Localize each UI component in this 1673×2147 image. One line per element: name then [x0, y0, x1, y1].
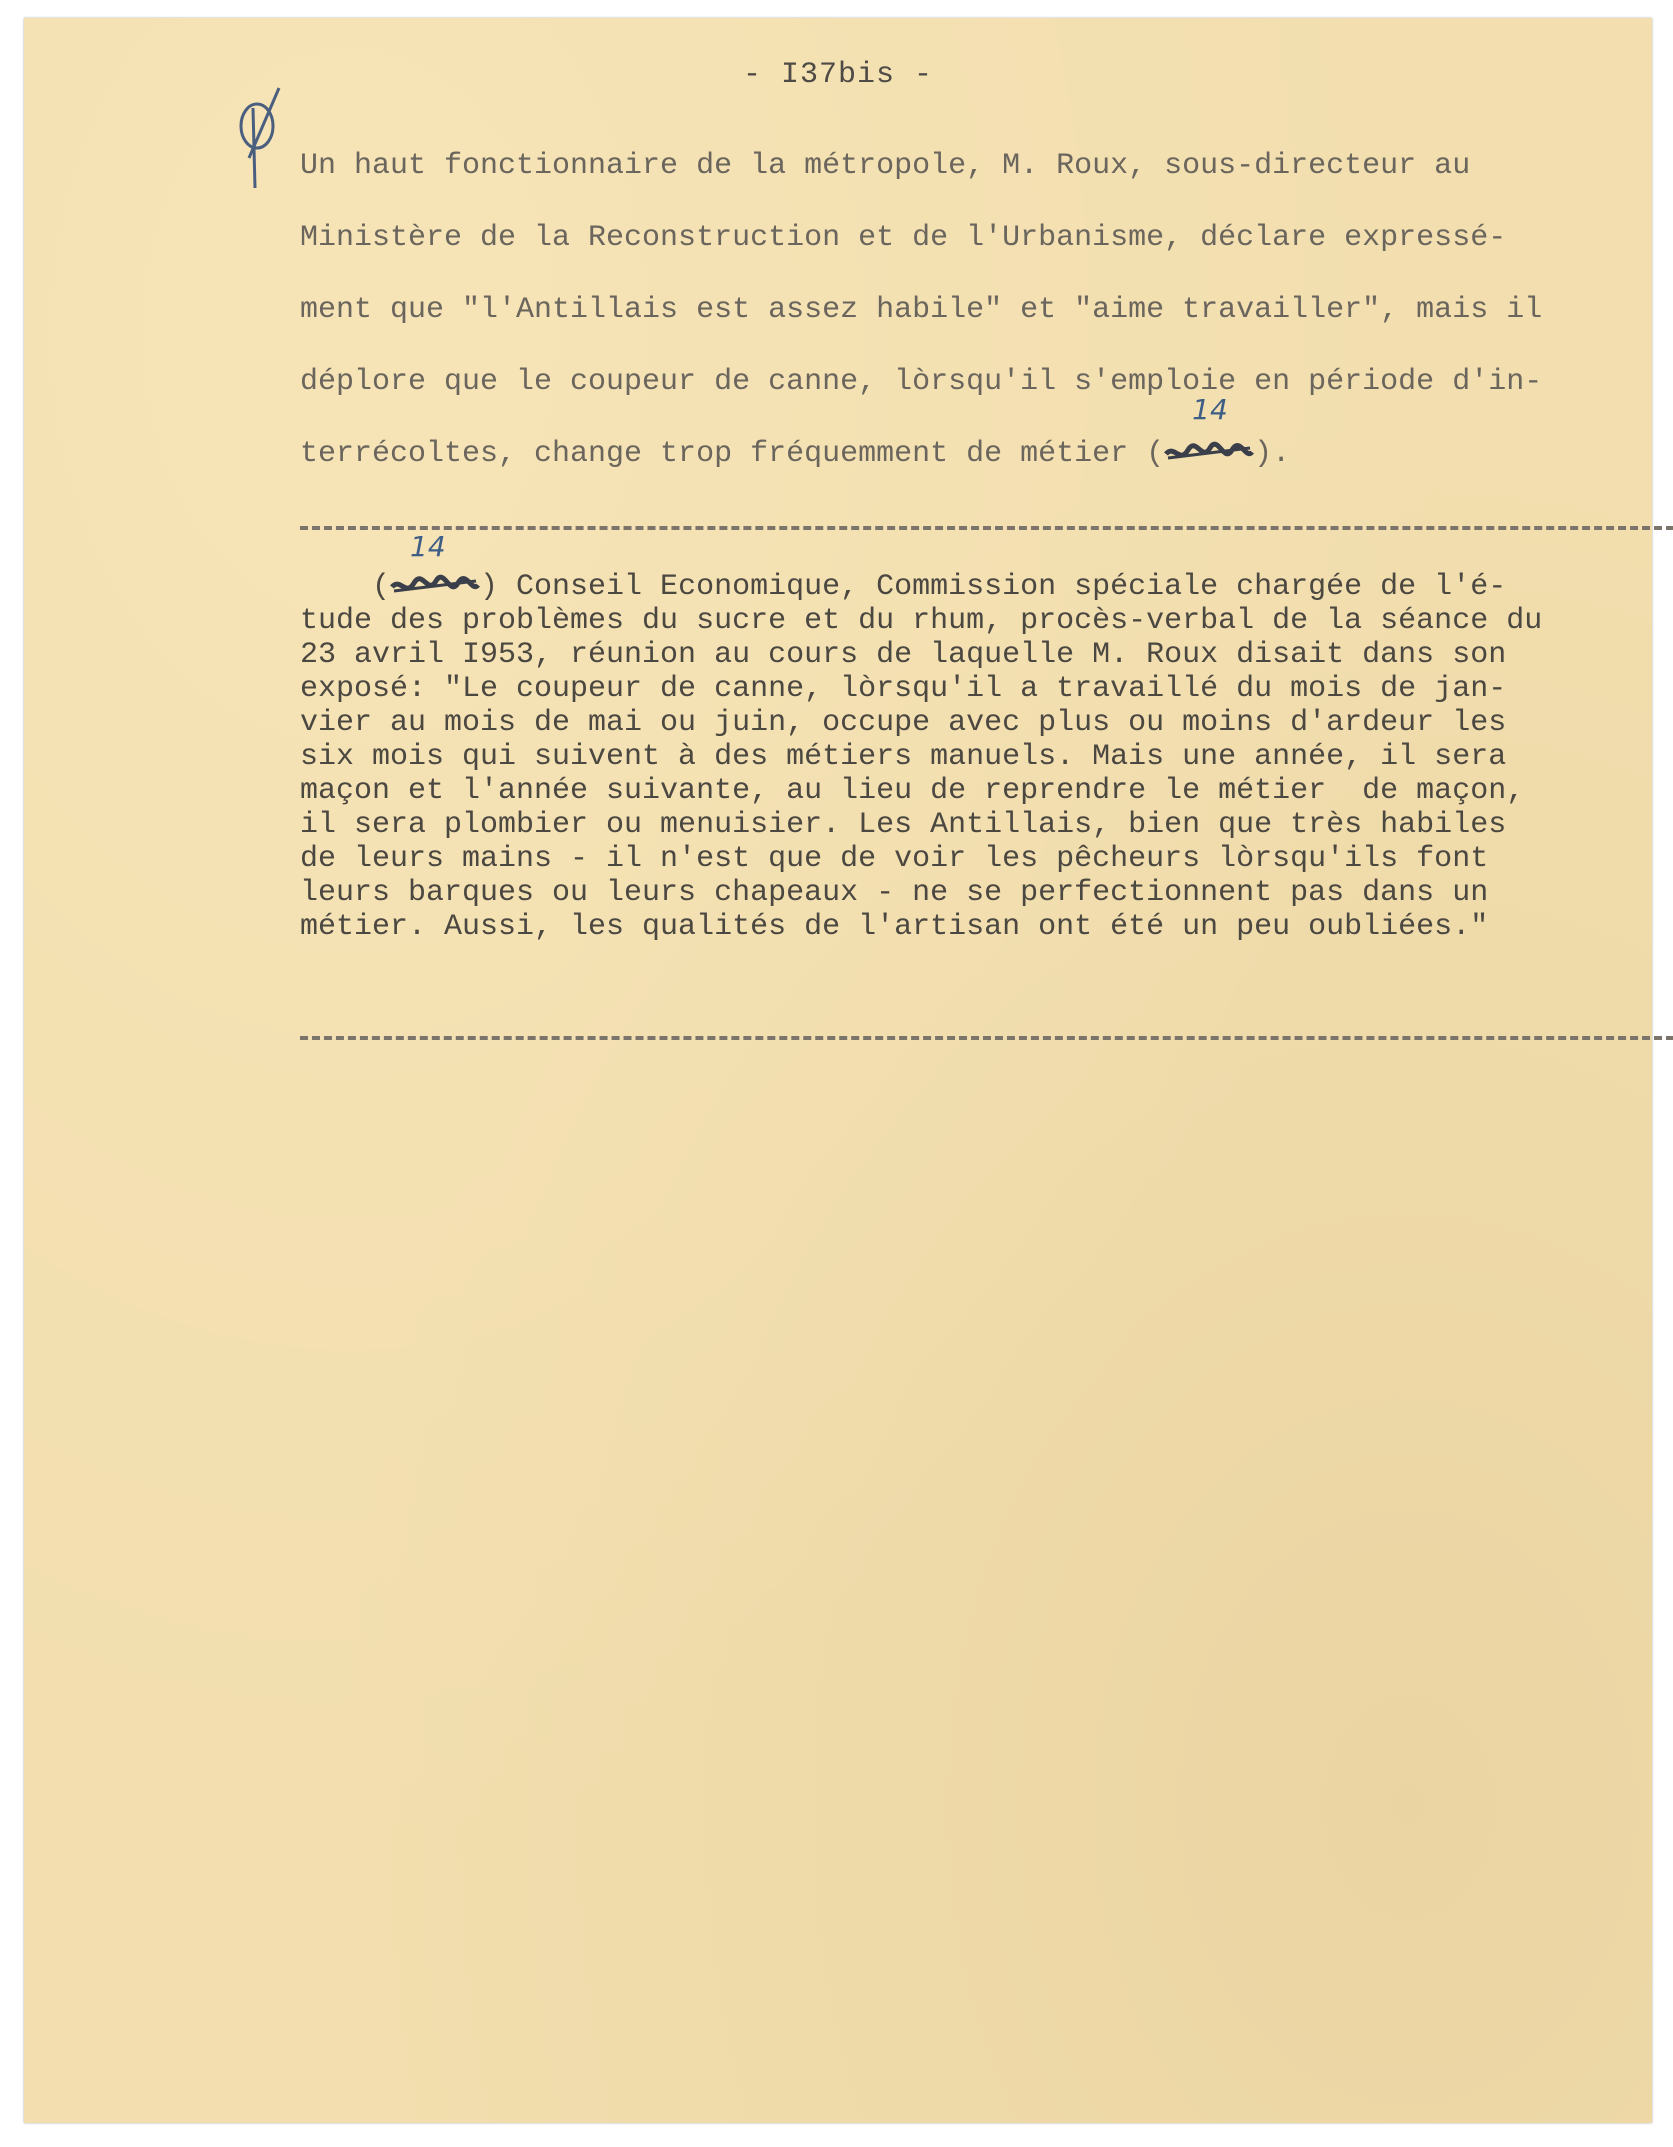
body-line: Ministère de la Reconstruction et de l'Urbanisme, déclare expressé-	[300, 221, 1507, 255]
footnote-line: métier. Aussi, les qualités de l'artisan ont été un peu oubliées."	[300, 910, 1489, 944]
footnote-reference	[1164, 393, 1254, 490]
footnote-divider-top	[300, 526, 1673, 530]
page-number: - I37bis -	[742, 58, 934, 92]
body-line: ment que "l'Antillais est assez habile" et "aime travailler", mais il	[300, 293, 1543, 327]
footnote-line: maçon et l'année suivante, au lieu de reprendre le métier de maçon,	[300, 774, 1525, 808]
footnote-text	[300, 530, 1673, 944]
footnote-line: 23 avril I953, réunion au cours de laquelle M. Roux disait dans son	[300, 638, 1507, 672]
footnote-line: six mois qui suivent à des métiers manuels. Mais une année, il sera	[300, 740, 1507, 774]
body-line-last-end: ).	[1254, 437, 1291, 471]
body-line-last-start: terrécoltes, change trop fréquemment de métier (	[300, 437, 1165, 471]
footnote-open-paren: (	[372, 570, 391, 604]
footnote-line: exposé: "Le coupeur de canne, lòrsqu'il a travaillé du mois de jan-	[300, 672, 1507, 706]
handwritten-margin-mark	[229, 78, 299, 198]
body-line: déplore que le coupeur de canne, lòrsqu'il s'emploie en période d'in-	[300, 365, 1543, 399]
footnote-line: vier au mois de mai ou juin, occupe avec plus ou moins d'ardeur les	[300, 706, 1507, 740]
footnote-divider-bottom	[300, 1036, 1673, 1040]
footnote-line: il sera plombier ou menuisier. Les Antillais, bien que très habiles	[300, 808, 1507, 842]
footnote-line: tude des problèmes du sucre et du rhum, procès-verbal de la séance du	[300, 604, 1543, 638]
footnote-line-first: ) Conseil Economique, Commission spéciale chargée de l'é-	[480, 570, 1507, 604]
handwritten-reference-number: 14	[1192, 393, 1228, 426]
handwritten-footnote-number: 14	[410, 530, 446, 563]
footnote-line: leurs barques ou leurs chapeaux - ne se perfectionnent pas dans un	[300, 876, 1489, 910]
crossed-out-footnote-number	[390, 573, 480, 599]
paper-sheet	[24, 18, 1652, 2123]
footnote-marker	[390, 530, 480, 604]
footnote-line: de leurs mains - il n'est que de voir les pêcheurs lòrsqu'ils font	[300, 842, 1489, 876]
body-line: Un haut fonctionnaire de la métropole, M. Roux, sous-directeur au	[300, 149, 1471, 183]
body-text	[300, 130, 1673, 490]
